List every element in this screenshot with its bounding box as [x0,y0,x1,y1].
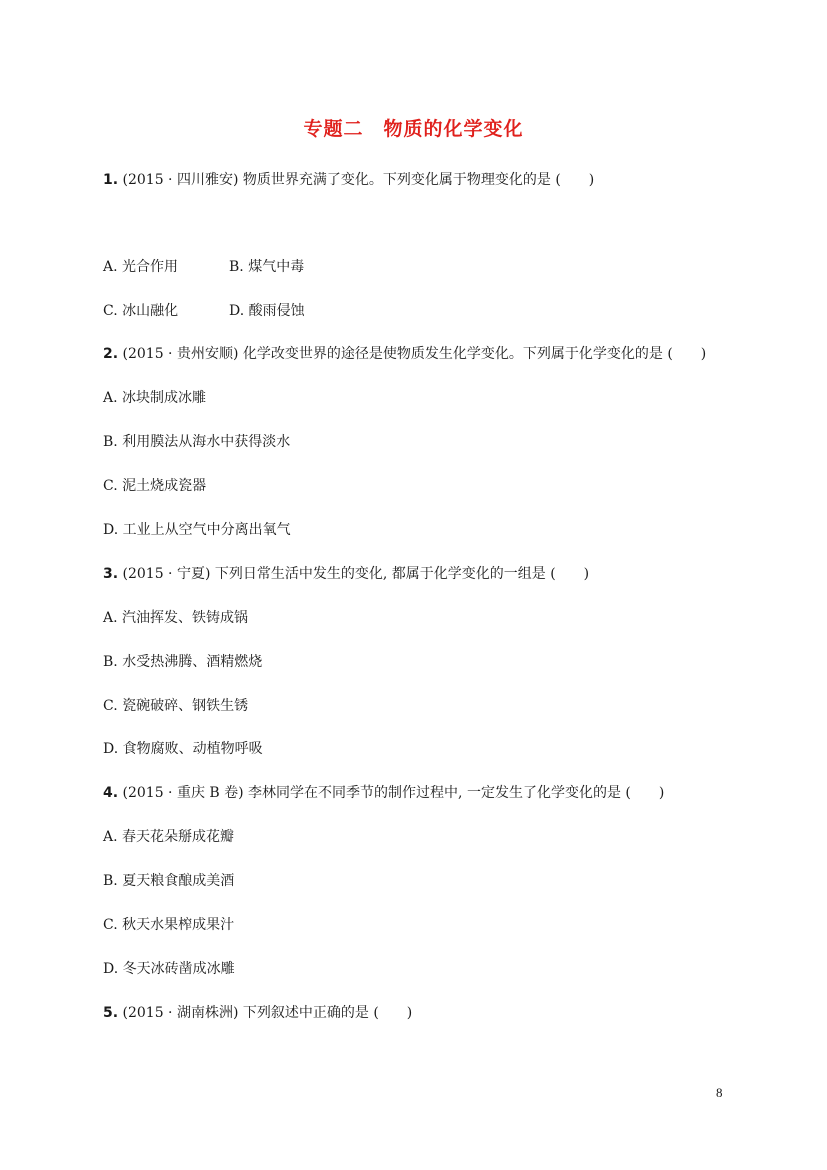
question-text: (2015 · 四川雅安) 物质世界充满了变化。下列变化属于物理变化的是 ( ) [122,172,595,188]
question-5-stem [103,1004,412,1022]
question-4-option-a: A. 春天花朵掰成花瓣 [103,829,235,845]
question-2-option-b: B. 利用膜法从海水中获得淡水 [103,434,291,450]
question-4-stem [103,784,664,802]
question-2-option-c: C. 泥土烧成瓷器 [103,478,207,494]
question-number: 3. [103,566,119,582]
page-number: 8 [716,1085,723,1100]
question-number: 2. [103,346,119,362]
question-text: (2015 · 贵州安顺) 化学改变世界的途径是使物质发生化学变化。下列属于化学变化的是 ( ) [122,346,707,362]
page-title: 专题二 物质的化学变化 [303,118,524,140]
question-4-option-d: D. 冬天冰砖凿成冰雕 [103,961,235,977]
question-number: 1. [103,172,119,188]
question-2-stem [103,345,706,363]
question-1-option-a: A. 光合作用 [103,259,179,275]
question-text: (2015 · 重庆 B 卷) 李林同学在不同季节的制作过程中, 一定发生了化学变化的是 ( ) [122,785,665,801]
question-3-option-d: D. 食物腐败、动植物呼吸 [103,741,263,757]
question-number: 4. [103,785,119,801]
question-3-option-c: C. 瓷碗破碎、钢铁生锈 [103,698,249,714]
question-1-option-c: C. 冰山融化 [103,303,179,319]
question-2-option-a: A. 冰块制成冰雕 [103,390,207,406]
question-text: (2015 · 宁夏) 下列日常生活中发生的变化, 都属于化学变化的一组是 ( ) [122,566,590,582]
question-3-option-b: B. 水受热沸腾、酒精燃烧 [103,654,263,670]
question-3-stem [103,565,589,583]
question-4-option-c: C. 秋天水果榨成果汁 [103,917,235,933]
question-2-option-d: D. 工业上从空气中分离出氧气 [103,522,291,538]
question-1-option-b: B. 煤气中毒 [229,259,305,275]
question-3-option-a: A. 汽油挥发、铁铸成锅 [103,610,249,626]
question-1-stem [103,171,594,189]
question-number: 5. [103,1005,119,1021]
question-text: (2015 · 湖南株洲) 下列叙述中正确的是 ( ) [122,1005,413,1021]
question-4-option-b: B. 夏天粮食酿成美酒 [103,873,235,889]
question-1-option-d: D. 酸雨侵蚀 [229,303,305,319]
